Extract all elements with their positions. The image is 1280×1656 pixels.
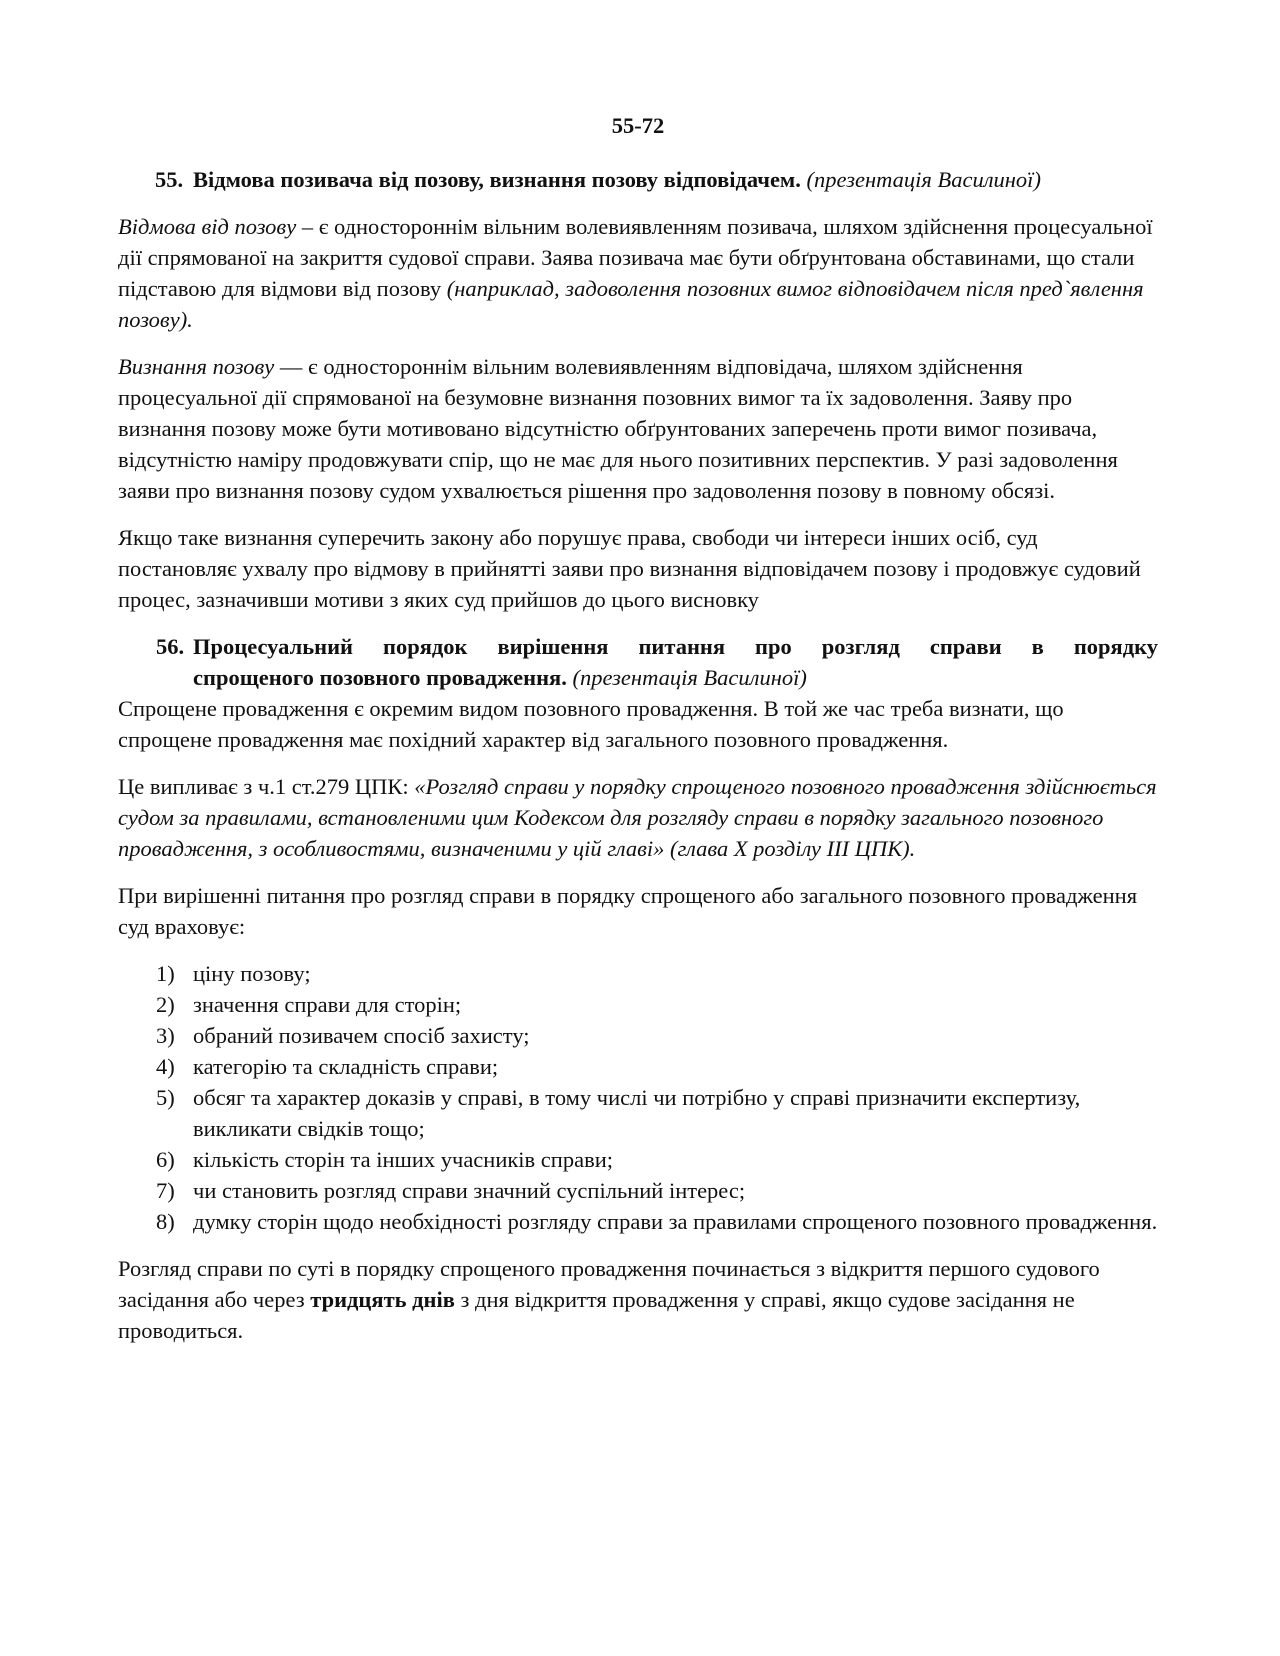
list-item: 1) ціну позову;: [156, 961, 311, 986]
paragraph-quote: [118, 771, 1158, 864]
page-title: 55-72: [611, 113, 665, 138]
section-55-heading: [118, 164, 1158, 195]
admission-body: — є одностороннім вільним волевиявленням відповідача, шляхом здійснення процесуальної дії спрямованої на безумовне визнання позовних вимог та їх задоволення. Заяву про визнання позову може бути мотивовано відсутністю обґрунтованих заперечень проти вимог позивача, відсутністю наміру продовжувати спір, що не має для нього позитивних перспектив. У разі задоволення заяви про визнання позову судом ухвалюється рішення про задоволення позову в повному обсязі.: [118, 354, 1118, 503]
section-56-title-line2: спрощеного позовного провадження.: [193, 665, 567, 690]
list-item: 5) обсяг та характер доказів у справі, в тому числі чи потрібно у справі призначити експертизу, викликати свідків тощо;: [156, 1085, 1081, 1141]
list-item: 3) обраний позивачем спосіб захисту;: [156, 1023, 530, 1048]
paragraph-thirty-days: Розгляд справи по суті в порядку спрощеного провадження починається з відкриття першого судового засідання або через тридцять днів з дня відкриття провадження у справі, якщо судове засідання не проводиться.: [118, 1256, 1100, 1343]
paragraph-criteria-intro: При вирішенні питання про розгляд справи в порядку спрощеного або загального позовного провадження суд враховує:: [118, 883, 1138, 939]
quote-text: «Розгляд справи у порядку спрощеного позовного провадження здійснюється судом за правилами, встановленими цим Кодексом для розгляду справи в порядку загального позовного провадження, з особливостями, визначеними у цій главі» (глава Х розділу ІІІ ЦПК).: [118, 774, 1157, 861]
quote-lead: Це випливає з ч.1 ст.279 ЦПК:: [118, 774, 415, 799]
paragraph-contradiction: Якщо таке визнання суперечить закону або порушує права, свободи чи інтереси інших осіб, суд постановляє ухвалу про відмову в прийнятті заяви про визнання відповідачем позову і продовжує судовий процес, зазначивши мотиви з яких суд прийшов до цього висновку: [118, 525, 1141, 612]
list-item: 4) категорію та складність справи;: [156, 1054, 499, 1079]
section-55-number: 55.: [155, 167, 184, 192]
section-56-title-line1: Процесуальний порядок вирішення питання про розгляд справи в порядку: [193, 634, 1158, 659]
paragraph-simplified: Спрощене провадження є окремим видом позовного провадження. В той же час треба визнати, що спрощене провадження має похідний характер від загального позовного провадження.: [118, 696, 1064, 752]
section-56-number: 56.: [156, 634, 185, 659]
criteria-list: [118, 958, 1158, 1237]
paragraph-admission: [118, 351, 1158, 506]
section-56-heading: [118, 631, 1158, 693]
list-item: 7) чи становить розгляд справи значний суспільний інтерес;: [156, 1178, 746, 1203]
section-55-title: Відмова позивача від позову, визнання позову відповідачем.: [193, 167, 801, 192]
term-admission: Визнання позову: [118, 354, 275, 379]
document-page: [118, 110, 1158, 1362]
thirty-days-emphasis: тридцять днів: [310, 1287, 455, 1312]
refusal-body: – є одностороннім вільним волевиявленням позивача, шляхом здійснення процесуальної дії спрямованої на закриття судової справи. Заява позивача має бути обґрунтована обставинами, що стали підставою для відмови від позову: [118, 214, 1153, 301]
refusal-example: (наприклад, задоволення позовних вимог відповідачем після пред`явлення позову).: [118, 276, 1144, 332]
list-item: 6) кількість сторін та інших учасників справи;: [156, 1147, 613, 1172]
list-item: 2) значення справи для сторін;: [156, 992, 462, 1017]
list-item: 8) думку сторін щодо необхідності розгляду справи за правилами спрощеного позовного провадження.: [156, 1209, 1158, 1234]
paragraph-refusal: [118, 211, 1158, 335]
term-refusal: Відмова від позову: [118, 214, 297, 239]
section-56-note: (презентація Василиної): [572, 665, 807, 690]
section-55-note: (презентація Василиної): [806, 167, 1041, 192]
